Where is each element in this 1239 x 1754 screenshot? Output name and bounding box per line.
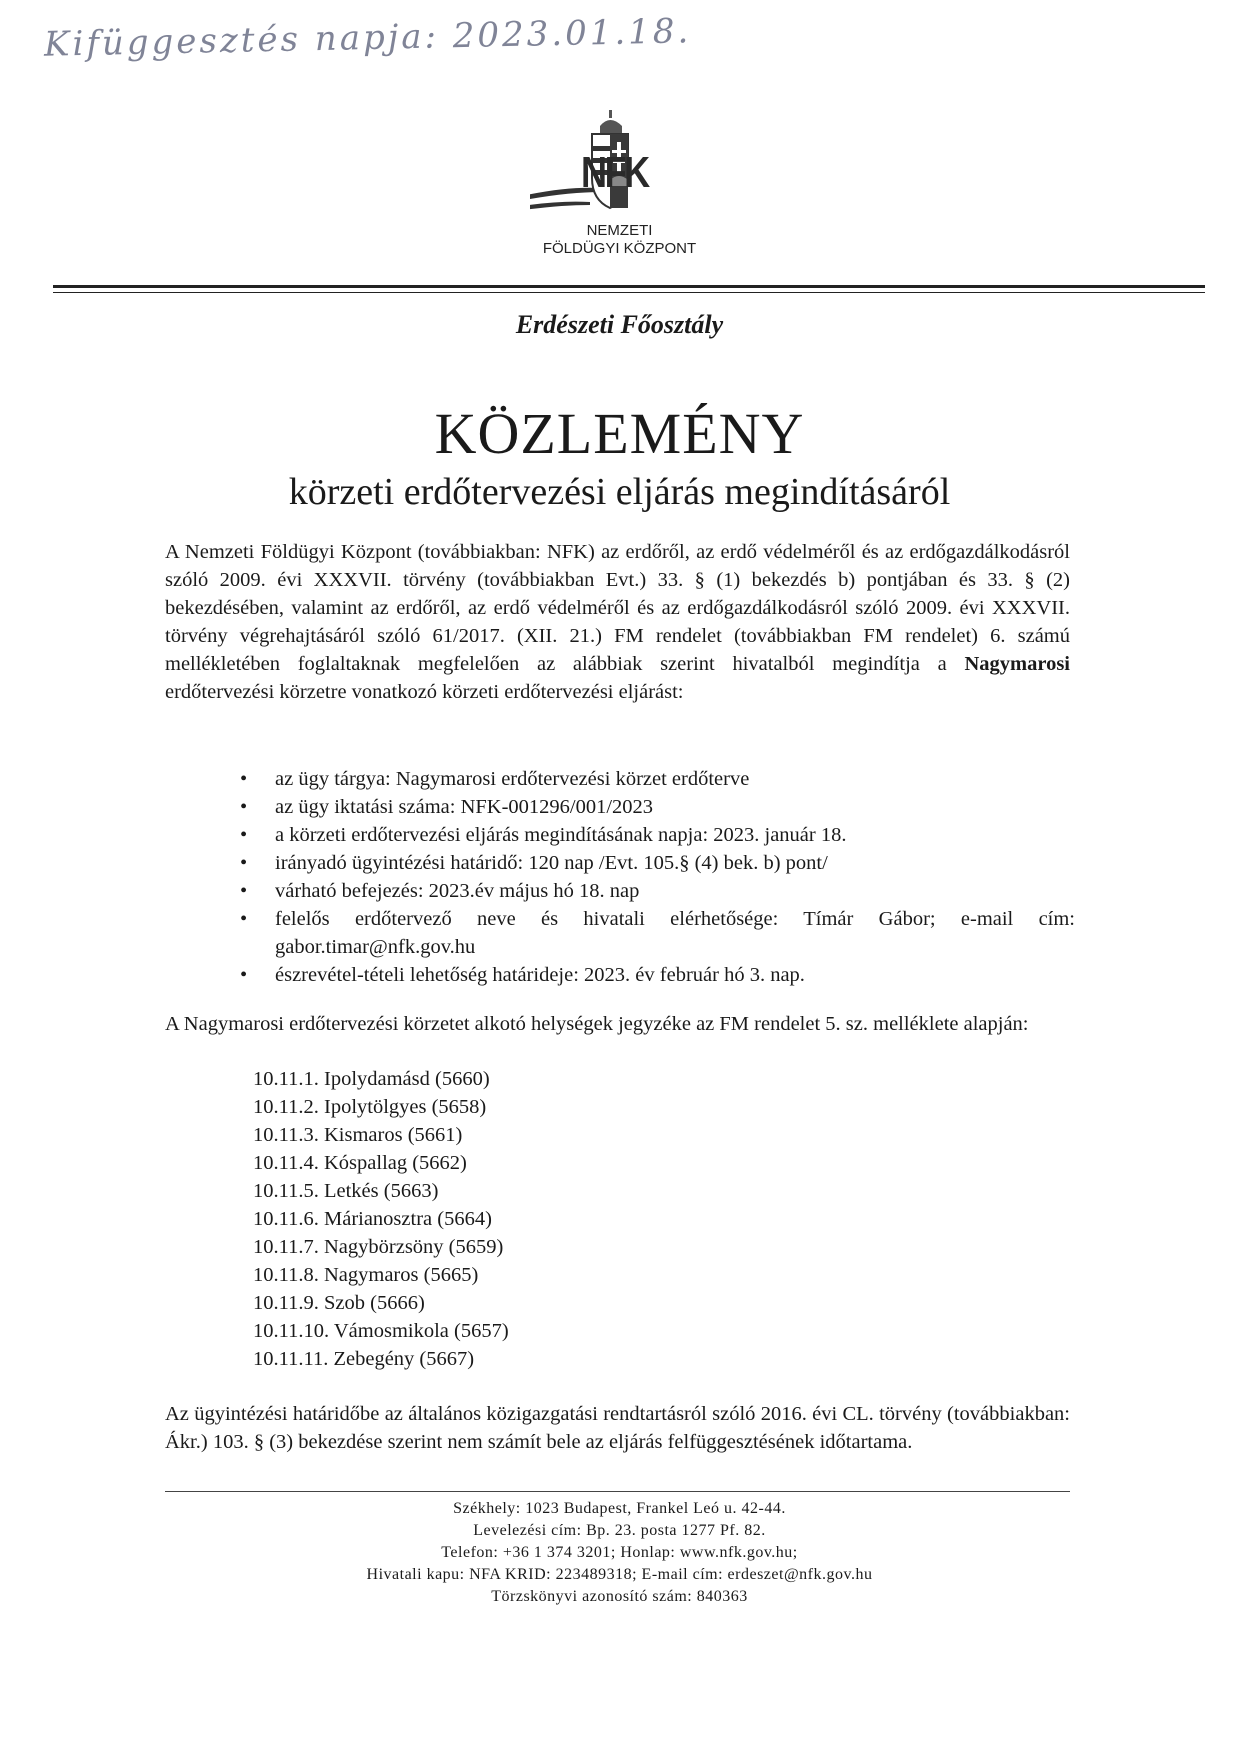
list-item: 10.11.10. Vámosmikola (5657) (253, 1320, 509, 1342)
list-item: 10.11.6. Márianosztra (5664) (253, 1208, 492, 1230)
list-item: • a körzeti erdőtervezési eljárás megindításának napja: 2023. január 18. (235, 821, 1075, 849)
bullet-icon: • (240, 880, 248, 902)
footer-address: Székhely: 1023 Budapest, Frankel Leó u. 42-44. (453, 1500, 786, 1517)
procedure-details-list (235, 765, 1075, 989)
bullet-icon: • (240, 796, 248, 818)
handwritten-date-note: Kifüggesztés napja: 2023.01.18. (43, 11, 692, 65)
closing-paragraph: Az ügyintézési határidőbe az általános közigazgatási rendtartásról szóló 2016. évi CL. törvény (továbbiakban: Ákr.) 103. § (3) bekezdése szerint nem számít bele az eljárás felfüggesztésének időtartama. (165, 1403, 1070, 1453)
document-title: KÖZLEMÉNY (434, 401, 805, 466)
bullet-icon: • (240, 964, 248, 986)
footer-registry-id: Törzskönyvi azonosító szám: 840363 (491, 1588, 748, 1605)
org-name-line1: NEMZETI (586, 222, 653, 239)
intro-text: A Nemzeti Földügyi Központ (továbbiakban: NFK) az erdőről, az erdő védelméről és az erdőgazdálkodásról szóló 2009. évi XXXVII. törvény (továbbiakban Evt.) 33. § (1) bekezdés b) pontjában és 33. § (2) bekezdésében, valamint az erdőről, az erdő védelméről és az erdőgazdálkodásról szóló 2009. évi XXXVII. törvény végrehajtásáról szóló 61/2017. (XII. 21.) FM rendelet (továbbiakban FM rendelet) 6. számú mellékletében foglaltaknak megfelelően az alábbiak szerint hivatalból megindítja a (165, 541, 1070, 675)
places-intro-paragraph: A Nagymarosi erdőtervezési körzetet alkotó helységek jegyzéke az FM rendelet 5. sz. melléklete alapján: (165, 1013, 1029, 1035)
intro-bold-text: Nagymarosi (964, 653, 1071, 675)
list-item: • felelős erdőtervező neve és hivatali elérhetősége: Tímár Gábor; e-mail cím: gabor.timar@nfk.gov.hu (235, 905, 1075, 961)
department-heading: Erdészeti Főosztály (515, 310, 724, 339)
footer-gateway-email: Hivatali kapu: NFA KRID: 223489318; E-mail cím: erdeszet@nfk.gov.hu (366, 1566, 873, 1583)
list-item: 10.11.2. Ipolytölgyes (5658) (253, 1096, 487, 1118)
bullet-icon: • (240, 768, 248, 790)
list-item: 10.11.3. Kismaros (5661) (253, 1124, 463, 1146)
list-item: 10.11.5. Letkés (5663) (253, 1180, 439, 1202)
list-item: • az ügy iktatási száma: NFK-001296/001/2023 (235, 793, 1075, 821)
logo-wordmark: NFK (581, 148, 648, 197)
list-item: 10.11.4. Kóspallag (5662) (253, 1152, 467, 1174)
list-item: • észrevétel-tételi lehetőség határideje: 2023. év február hó 3. nap. (235, 961, 1075, 989)
footer-postal: Levelezési cím: Bp. 23. posta 1277 Pf. 82. (473, 1522, 766, 1539)
list-item: • várható befejezés: 2023.év május hó 18. nap (235, 877, 1075, 905)
org-name-line2: FÖLDÜGYI KÖZPONT (542, 240, 697, 257)
list-item: • irányadó ügyintézési határidő: 120 nap /Evt. 105.§ (4) bek. b) pont/ (235, 849, 1075, 877)
places-list (253, 1065, 509, 1373)
list-item: 10.11.11. Zebegény (5667) (253, 1348, 475, 1370)
document-subtitle: körzeti erdőtervezési eljárás megindításáról (288, 471, 951, 513)
list-item: • az ügy tárgya: Nagymarosi erdőtervezési körzet erdőterve (235, 765, 1075, 793)
header-divider-thin (53, 292, 1205, 293)
bullet-icon: • (240, 824, 248, 846)
list-item: 10.11.1. Ipolydamásd (5660) (253, 1068, 490, 1090)
header-divider-thick (53, 285, 1205, 288)
footer-contact (0, 1498, 1239, 1608)
list-item: 10.11.8. Nagymaros (5665) (253, 1264, 479, 1286)
list-item: 10.11.9. Szob (5666) (253, 1292, 425, 1314)
footer-divider (165, 1491, 1070, 1492)
intro-text-end: erdőtervezési körzetre vonatkozó körzeti erdőtervezési eljárást: (165, 681, 684, 703)
intro-paragraph (165, 538, 1070, 706)
bullet-icon: • (240, 908, 248, 930)
bullet-icon: • (240, 852, 248, 874)
footer-phone-web: Telefon: +36 1 374 3201; Honlap: www.nfk.gov.hu; (441, 1544, 798, 1561)
list-item: 10.11.7. Nagybörzsöny (5659) (253, 1236, 504, 1258)
